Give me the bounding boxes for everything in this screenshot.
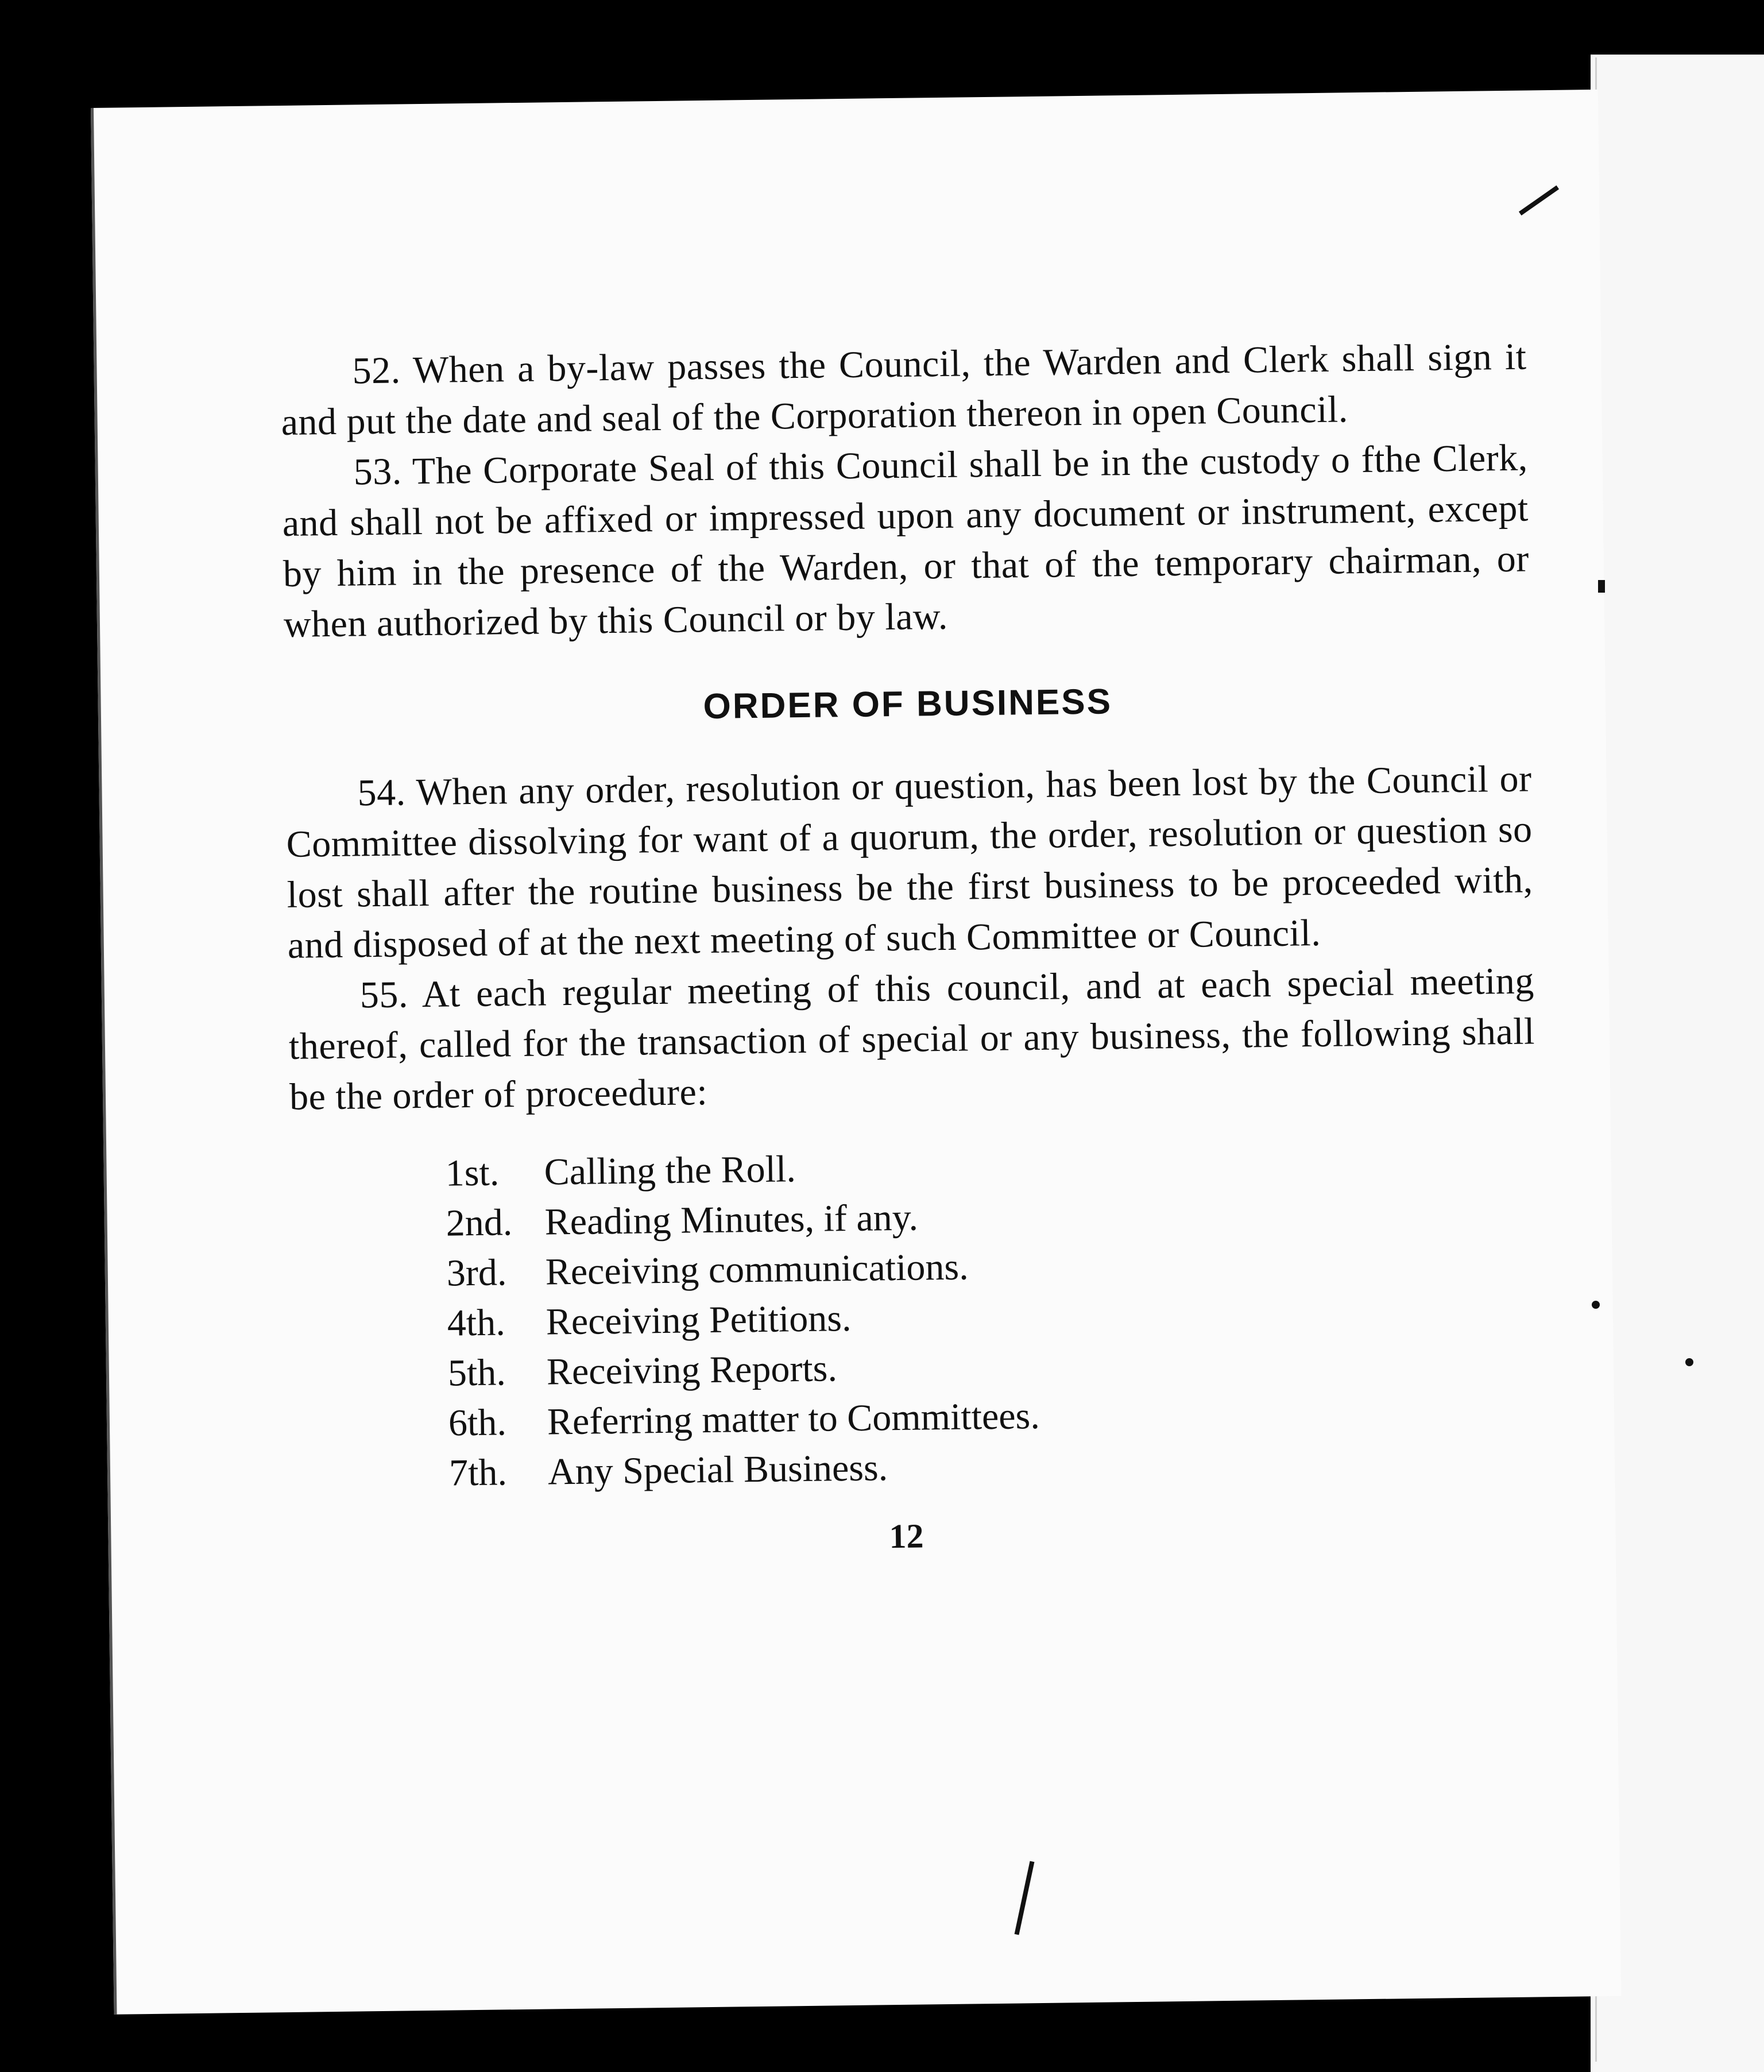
list-item-text: Reading Minutes, if any. bbox=[544, 1196, 919, 1243]
list-item-text: Receiving communications. bbox=[545, 1246, 969, 1293]
list-ordinal: 1st. bbox=[445, 1151, 500, 1195]
paragraph-number: 55. bbox=[359, 973, 409, 1016]
list-ordinal: 2nd. bbox=[446, 1201, 513, 1244]
list-ordinal: 4th. bbox=[447, 1301, 506, 1344]
list-item-text: Receiving Petitions. bbox=[546, 1297, 852, 1343]
list-item-text: Calling the Roll. bbox=[544, 1148, 796, 1193]
order-of-business-list bbox=[445, 1135, 1540, 1498]
paragraph-text: When any order, resolution or question, has been lost by the Council or Committee dissolving for want of a quorum, the order, resolution or question so lost shall after the routine business be the first business to be proceeded with, and disposed of at the next meeting of such Committee or Council. bbox=[286, 757, 1534, 967]
list-item-text: Referring matter to Committees. bbox=[547, 1394, 1040, 1443]
paragraph-53 bbox=[281, 432, 1530, 650]
page-number: 12 bbox=[889, 1517, 924, 1556]
list-ordinal: 6th. bbox=[448, 1401, 507, 1444]
list-ordinal: 7th. bbox=[448, 1451, 508, 1494]
paragraph-number: 52. bbox=[352, 349, 401, 392]
paragraph-number: 53. bbox=[353, 450, 403, 493]
paragraph-text: The Corporate Seal of this Council shall be in the custody o fthe Clerk, and shall not be affixed or impressed upon any document or instrument, except by him in the presence of the Warden, or that of the temporary chairman, or when authorized by this Council or by law. bbox=[282, 436, 1530, 645]
section-heading: ORDER OF BUSINESS bbox=[703, 682, 1113, 727]
paragraph-52 bbox=[280, 331, 1527, 447]
paragraph-text: At each regular meeting of this council, and at each special meeting thereof, called for the transaction of special or any business, the following shall be the order of proceedure: bbox=[288, 960, 1535, 1118]
ink-dot bbox=[1592, 1301, 1600, 1309]
paragraph-54 bbox=[285, 753, 1534, 971]
list-item-text: Receiving Reports. bbox=[546, 1347, 838, 1393]
list-item-text: Any Special Business. bbox=[547, 1447, 888, 1493]
list-ordinal: 5th. bbox=[447, 1351, 506, 1394]
paragraph-55 bbox=[288, 956, 1535, 1122]
paragraph-number: 54. bbox=[357, 771, 407, 814]
ink-dot bbox=[1598, 580, 1605, 593]
paragraph-text: When a by-law passes the Council, the Warden and Clerk shall sign it and put the date and seal of the Corporation thereon in open Council. bbox=[281, 335, 1527, 443]
list-ordinal: 3rd. bbox=[446, 1251, 507, 1294]
page-body bbox=[280, 331, 1541, 1563]
ink-dot bbox=[1685, 1358, 1693, 1366]
document-page bbox=[91, 90, 1621, 2015]
